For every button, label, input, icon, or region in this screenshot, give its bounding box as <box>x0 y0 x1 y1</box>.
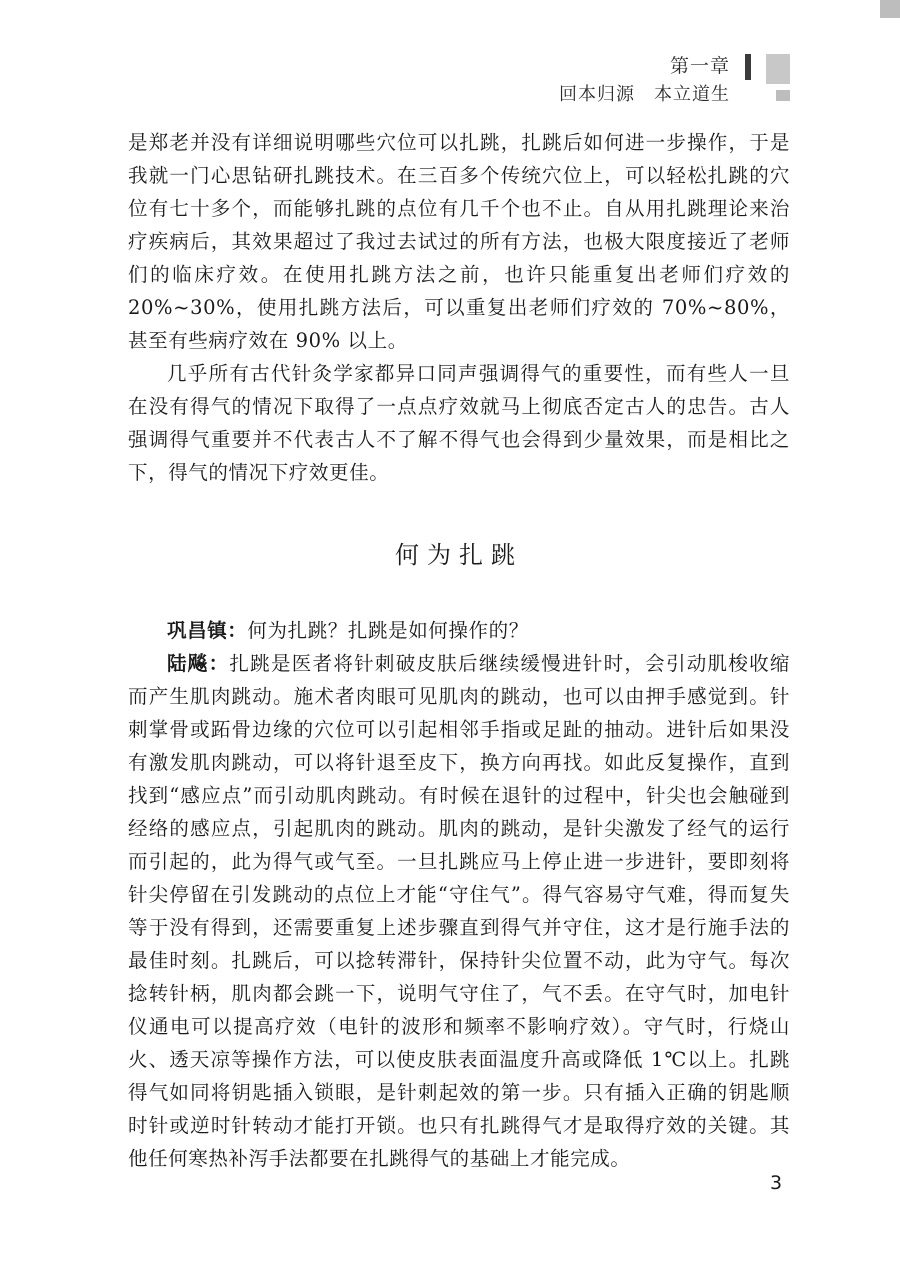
running-header <box>559 54 730 108</box>
corner-mark <box>880 0 900 18</box>
header-bar <box>745 54 751 80</box>
paragraph-1: 是郑老并没有详细说明哪些穴位可以扎跳，扎跳后如何进一步操作，于是我就一门心思钻研扎跳技术。在三百多个传统穴位上，可以轻松扎跳的穴位有七十多个，而能够扎跳的点位有几千个也不止。自从用扎跳理论来治疗疾病后，其效果超过了我过去试过的所有方法，也极大限度接近了老师们的临床疗效。在使用扎跳方法之前，也许只能重复出老师们疗效的 20%~30%，使用扎跳方法后，可以重复出老师们疗效的 70%~80%，甚至有些病疗效在 90% 以上。 <box>128 131 790 352</box>
header-block-small <box>776 90 790 101</box>
paragraph-2: 几乎所有古代针灸学家都异口同声强调得气的重要性，而有些人一旦在没有得气的情况下取得了一点点疗效就马上彻底否定古人的忠告。古人强调得气重要并不代表古人不了解不得气也会得到少量效果，而是相比之下，得气的情况下疗效更佳。 <box>128 362 790 484</box>
answer-text: 扎跳是医者将针刺破皮肤后继续缓慢进针时，会引动肌梭收缩而产生肌肉跳动。施术者肉眼可见肌肉的跳动，也可以由押手感觉到。针刺掌骨或跖骨边缘的穴位可以引起相邻手指或足趾的抽动。进针后如果没有激发肌肉跳动，可以将针退至皮下，换方向再找。如此反复操作，直到找到“感应点”而引动肌肉跳动。有时候在退针的过程中，针尖也会触碰到经络的感应点，引起肌肉的跳动。肌肉的跳动，是针尖激发了经气的运行而引起的，此为得气或气至。一旦扎跳应马上停止进一步进针，要即刻将针尖停留在引发跳动的点位上才能“守住气”。得气容易守气难，得而复失等于没有得到，还需要重复上述步骤直到得气并守住，这才是行施手法的最佳时刻。扎跳后，可以捻转滞针，保持针尖位置不动，此为守气。每次捻转针柄，肌肉都会跳一下，说明气守住了，气不丢。在守气时，加电针仪通电可以提高疗效（电针的波形和频率不影响疗效）。守气时，行烧山火、透天凉等操作方法，可以使皮肤表面温度升高或降低 1℃以上。扎跳得气如同将钥匙插入锁眼，是针刺起效的第一步。只有插入正确的钥匙顺时针或逆时针转动才能打开锁。也只有扎跳得气才是取得疗效的关键。其他任何寒热补泻手法都要在扎跳得气的基础上才能完成。 <box>128 652 790 1170</box>
answer-speaker: 陆飚： <box>167 652 230 675</box>
question-text: 何为扎跳？扎跳是如何操作的？ <box>247 619 529 642</box>
chapter-subtitle: 回本归源 本立道生 <box>559 84 730 105</box>
header-block <box>766 54 790 84</box>
answer-paragraph <box>128 647 790 1175</box>
chapter-label: 第一章 <box>669 55 730 77</box>
page-number: 3 <box>770 1172 783 1194</box>
page-content <box>128 126 790 1175</box>
question-paragraph <box>128 614 790 647</box>
question-speaker: 巩昌镇： <box>167 619 248 642</box>
section-title: 何为扎跳 <box>395 541 523 569</box>
